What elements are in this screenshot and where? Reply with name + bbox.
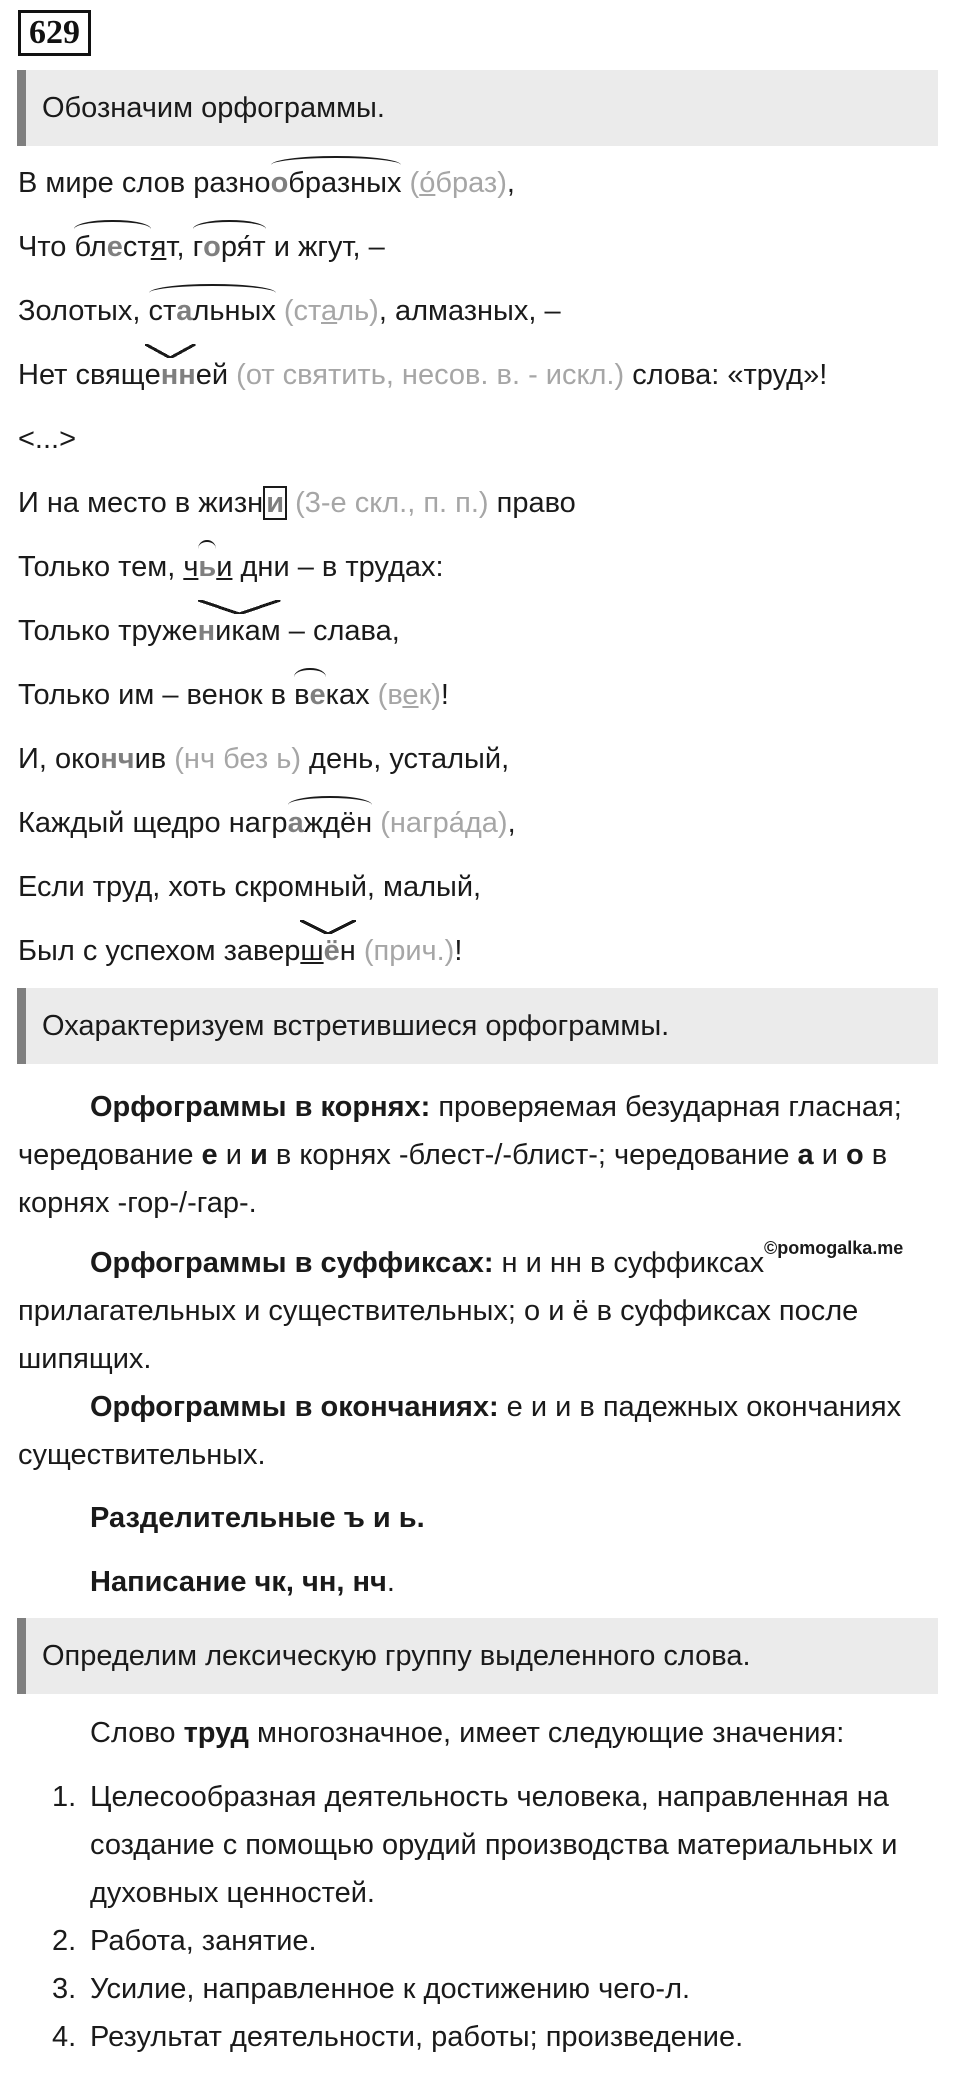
roots-title: Орфограммы в корнях: (90, 1091, 431, 1123)
poem-line-4: Нет священней (от святить, несов. в. - искл.) слова: «труд»! (18, 359, 828, 391)
poem-line-7: Только тем, чьи дни – в трудах: (18, 551, 444, 583)
poem-line-12: Если труд, хоть скромный, малый, (18, 871, 482, 903)
poem-line-13: Был с успехом завершён (прич.)! (18, 935, 463, 967)
suffix-title: Орфограммы в суффиксах: (90, 1247, 494, 1279)
list-item: 2. Работа, занятие. (52, 1925, 317, 1957)
poem-line-6: И на место в жизн и (3-е скл., п. п.) право (18, 487, 576, 519)
list-item: 4. Результат деятельности, работы; произведение. (52, 2021, 744, 2053)
section-header-mark (17, 70, 938, 146)
roots-paragraph: Орфограммы в корнях: проверяемая безударная гласная; чередование е и и в корнях -блест-/-блист-; чередование а и о в корнях -гор-/-гар-. (18, 1091, 902, 1219)
section-header-mark-text: Обозначим орфограммы. (42, 91, 385, 124)
lexical-intro: Слово труд многозначное, имеет следующие значения: (90, 1717, 845, 1749)
watermark: ©pomogalka.me (764, 1238, 904, 1258)
meanings-list (52, 1773, 952, 2061)
poem-line-2: Что блестят, горя́т и жгут, – (18, 231, 385, 263)
highlighted-word: труд (183, 1717, 249, 1749)
poem-line-10: И, окончив (нч без ь) день, усталый, (18, 743, 510, 775)
section-header-characterize-text: Охарактеризуем встретившиеся орфограммы. (42, 1009, 670, 1042)
suffix-paragraph: Орфограммы в суффиксах: н и нн в суффиксах прилагательных и существительных; о и ё в суффиксах после шипящих. (18, 1247, 859, 1375)
endings-paragraph: Орфограммы в окончаниях: е и и в падежных окончаниях существительных. (18, 1391, 902, 1471)
poem-line-5: <...> (18, 423, 77, 455)
ending-box: и (263, 486, 287, 520)
separators-line: Разделительные ъ и ь. (90, 1502, 425, 1534)
list-item: 1. Целесообразная деятельность человека, направленная на создание с помощью орудий производства материальных и духовных ценностей. (52, 1781, 898, 1909)
task-number: 629 (18, 10, 91, 56)
poem-line-3: Золотых, стальных (сталь), алмазных, – (18, 295, 561, 327)
section-header-lexical-text: Определим лексическую группу выделенного слова. (42, 1639, 751, 1672)
section-header-lexical (17, 1618, 938, 1694)
section-header-characterize (17, 988, 938, 1064)
poem-line-11: Каждый щедро награждён (награ́да), (18, 807, 516, 839)
poem-line-9: Только им – венок в веках (век)! (18, 679, 449, 711)
list-item: 3. Усилие, направленное к достижению чего-л. (52, 1973, 691, 2005)
chk-line: Написание чк, чн, нч. (90, 1566, 395, 1598)
endings-title: Орфограммы в окончаниях: (90, 1391, 499, 1423)
poem-line-1: В мире слов разнообразных (о́браз), (18, 167, 515, 199)
poem-line-8: Только труженикам – слава, (18, 615, 400, 647)
